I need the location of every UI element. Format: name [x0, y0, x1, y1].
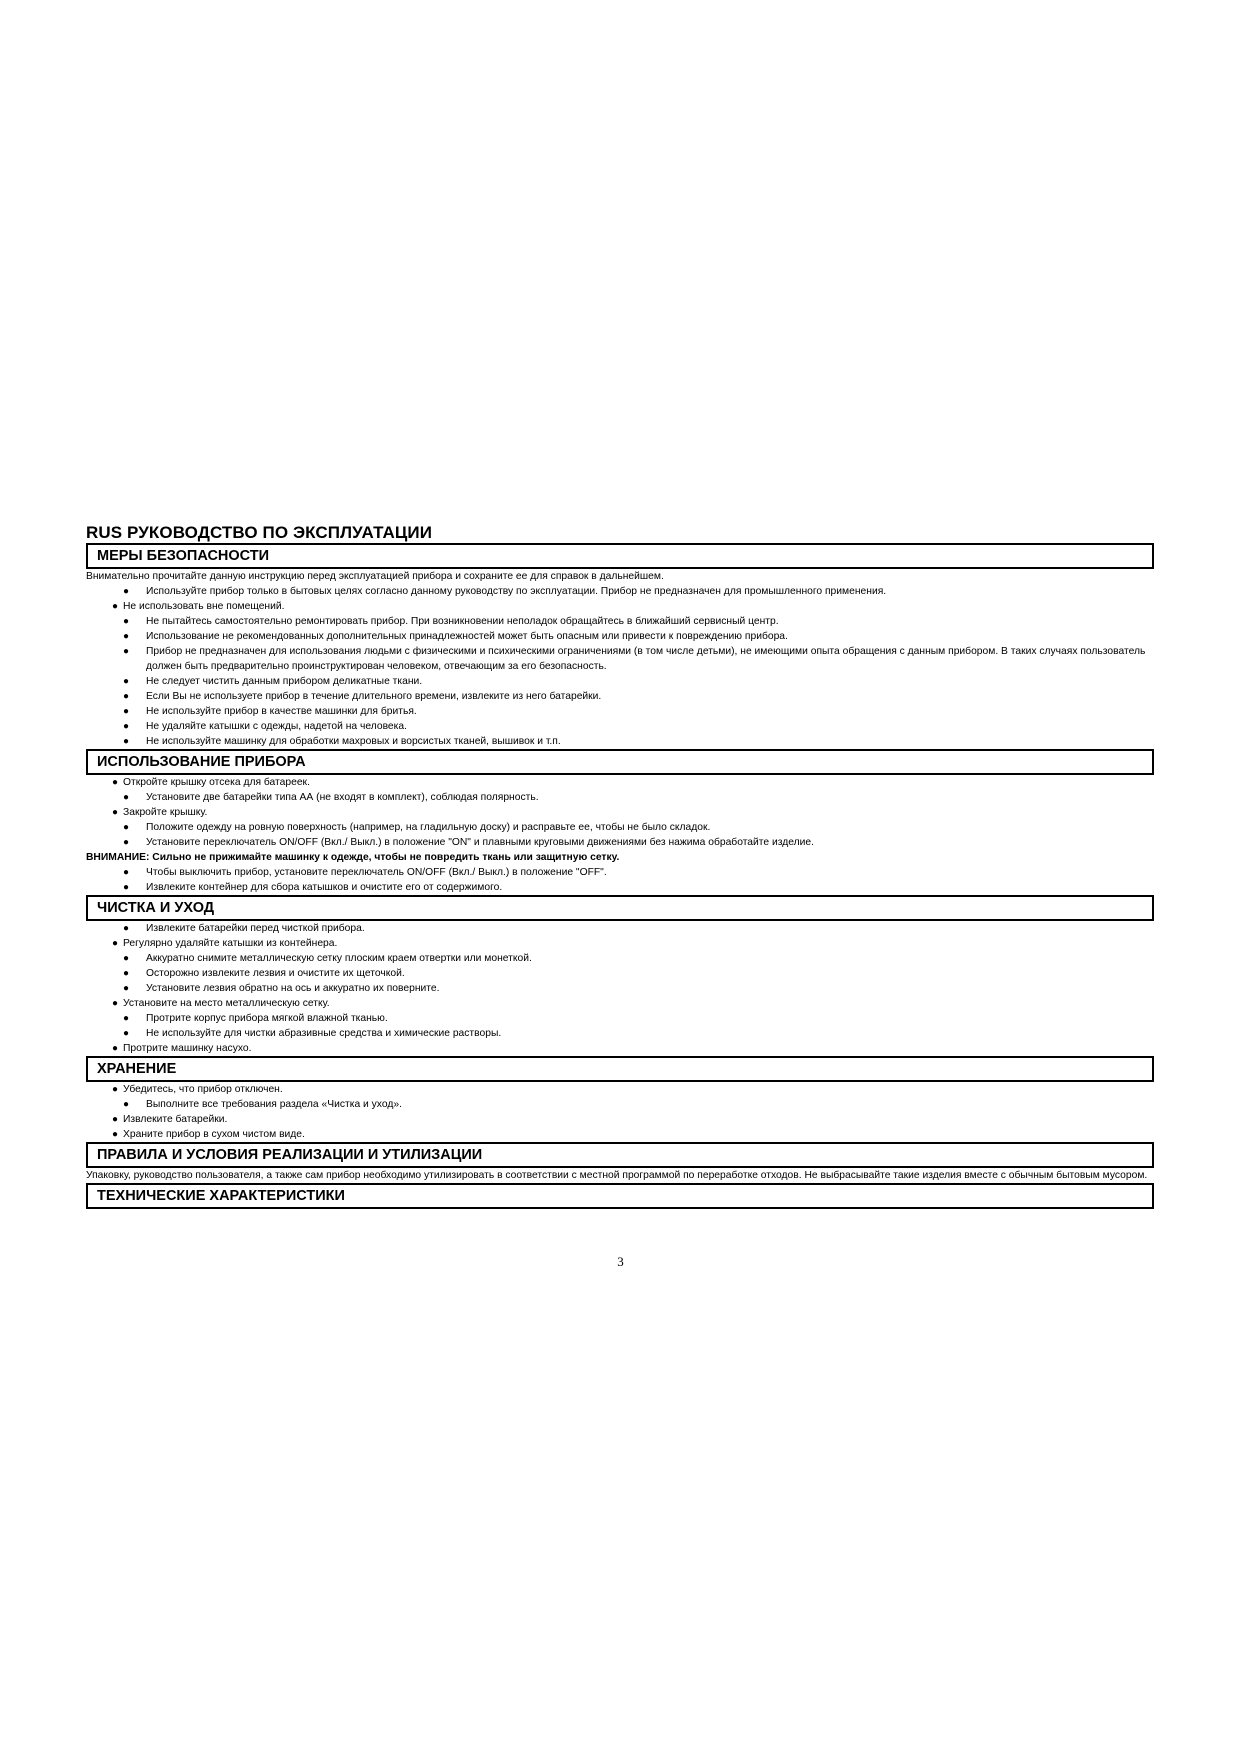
list-item: ● Установите две батарейки типа АА (не входят в комплект), соблюдая полярность. [123, 792, 539, 803]
list-item: ● Извлеките батарейки перед чисткой прибора. [123, 923, 365, 934]
section-header-safety: МЕРЫ БЕЗОПАСНОСТИ [86, 543, 1154, 569]
list-item: ● Прибор не предназначен для использования людьми с физическими и психическими ограничениями (в том числе детьми), не имеющими опыта обращения с данным прибором. В таких случаях пользователь должен быть предварительно проинструктирован человеком, отвечающим за его безопасность. [123, 646, 1146, 672]
list-item: ● Чтобы выключить прибор, установите переключатель ON/OFF (Вкл./ Выкл.) в положение "OFF". [123, 867, 607, 878]
list-item: ● Не удаляйте катышки с одежды, надетой на человека. [123, 721, 407, 732]
list-item: ● Откройте крышку отсека для батареек. [112, 777, 310, 788]
list-item: ● Убедитесь, что прибор отключен. [112, 1084, 283, 1095]
list-item: ● Использование не рекомендованных дополнительных принадлежностей может быть опасным или привести к повреждению прибора. [123, 631, 788, 642]
bullet-icon: ● [123, 1013, 130, 1024]
bullet-icon: ● [112, 601, 119, 612]
page-number: 3 [617, 1254, 624, 1269]
bullet-icon: ● [112, 1114, 119, 1125]
list-item: ● Установите лезвия обратно на ось и аккуратно их поверните. [123, 983, 440, 994]
list-item: ● Установите на место металлическую сетку. [112, 998, 330, 1009]
list-item: ● Аккуратно снимите металлическую сетку плоским краем отвертки или монеткой. [123, 953, 532, 964]
warning-note: ВНИМАНИЕ: Сильно не прижимайте машинку к одежде, чтобы не повредить ткань или защитную сетку. [86, 852, 620, 863]
section-header-cleaning: ЧИСТКА И УХОД [86, 895, 1154, 921]
list-item: ● Не следует чистить данным прибором деликатные ткани. [123, 676, 423, 687]
bullet-icon: ● [123, 616, 130, 627]
list-item: ● Положите одежду на ровную поверхность (например, на гладильную доску) и расправьте ее, чтобы не было складок. [123, 822, 711, 833]
list-item: ● Извлеките батарейки. [112, 1114, 228, 1125]
bullet-icon: ● [123, 867, 130, 878]
bullet-icon: ● [123, 676, 130, 687]
bullet-icon: ● [123, 822, 130, 833]
section-disposal [86, 1168, 1154, 1183]
section-cleaning [86, 921, 1154, 1056]
bullet-icon: ● [123, 706, 130, 717]
bullet-icon: ● [123, 837, 130, 848]
list-item: ● Храните прибор в сухом чистом виде. [112, 1129, 305, 1140]
list-item: ● Не используйте прибор в качестве машинки для бритья. [123, 706, 417, 717]
bullet-icon: ● [123, 646, 130, 657]
list-item: ● Закройте крышку. [112, 807, 208, 818]
list-item: ● Регулярно удаляйте катышки из контейнера. [112, 938, 338, 949]
bullet-icon: ● [123, 968, 130, 979]
list-item: ● Извлеките контейнер для сбора катышков и очистите его от содержимого. [123, 882, 503, 893]
list-item: ● Не использовать вне помещений. [112, 601, 285, 612]
section-storage [86, 1082, 1154, 1142]
bullet-icon: ● [112, 938, 119, 949]
bullet-icon: ● [123, 1099, 130, 1110]
bullet-icon: ● [112, 1084, 119, 1095]
section-header-storage: ХРАНЕНИЕ [86, 1056, 1154, 1082]
bullet-icon: ● [123, 736, 130, 747]
list-item: ● Используйте прибор только в бытовых целях согласно данному руководству по эксплуатации. Прибор не предназначен для промышленного применения. [123, 586, 887, 597]
section-header-disposal: ПРАВИЛА И УСЛОВИЯ РЕАЛИЗАЦИИ И УТИЛИЗАЦИИ [86, 1142, 1154, 1168]
safety-intro: Внимательно прочитайте данную инструкцию перед эксплуатацией прибора и сохраните ее для справок в дальнейшем. [86, 571, 664, 582]
bullet-icon: ● [123, 631, 130, 642]
bullet-icon: ● [123, 923, 130, 934]
list-item: ● Не используйте машинку для обработки махровых и ворсистых тканей, вышивок и т.п. [123, 736, 561, 747]
bullet-icon: ● [112, 1129, 119, 1140]
bullet-icon: ● [123, 953, 130, 964]
manual-page-content [86, 523, 1154, 1209]
bullet-icon: ● [112, 998, 119, 1009]
list-item: ● Протрите машинку насухо. [112, 1043, 252, 1054]
list-item: ● Не пытайтесь самостоятельно ремонтировать прибор. При возникновении неполадок обращайтесь в ближайший сервисный центр. [123, 616, 779, 627]
list-item: ● Осторожно извлеките лезвия и очистите их щеточкой. [123, 968, 405, 979]
section-header-usage: ИСПОЛЬЗОВАНИЕ ПРИБОРА [86, 749, 1154, 775]
section-safety [86, 569, 1154, 749]
list-item: ● Установите переключатель ON/OFF (Вкл./ Выкл.) в положение "ON" и плавными круговыми движениями без нажима обработайте изделие. [123, 837, 814, 848]
disposal-text: Упаковку, руководство пользователя, а также сам прибор необходимо утилизировать в соответствии с местной программой по переработке отходов. Не выбрасывайте такие изделия вместе с обычным бытовым мусором. [86, 1170, 1148, 1181]
section-header-specs: ТЕХНИЧЕСКИЕ ХАРАКТЕРИСТИКИ [86, 1183, 1154, 1209]
bullet-icon: ● [123, 586, 130, 597]
list-item: ● Выполните все требования раздела «Чистка и уход». [123, 1099, 402, 1110]
bullet-icon: ● [112, 777, 119, 788]
bullet-icon: ● [112, 807, 119, 818]
list-item: ● Протрите корпус прибора мягкой влажной тканью. [123, 1013, 388, 1024]
section-usage [86, 775, 1154, 895]
bullet-icon: ● [123, 983, 130, 994]
bullet-icon: ● [123, 1028, 130, 1039]
bullet-icon: ● [123, 792, 130, 803]
bullet-icon: ● [112, 1043, 119, 1054]
bullet-icon: ● [123, 691, 130, 702]
bullet-icon: ● [123, 721, 130, 732]
list-item: ● Если Вы не используете прибор в течение длительного времени, извлеките из него батарейки. [123, 691, 602, 702]
list-item: ● Не используйте для чистки абразивные средства и химические растворы. [123, 1028, 502, 1039]
bullet-icon: ● [123, 882, 130, 893]
document-title: RUS РУКОВОДСТВО ПО ЭКСПЛУАТАЦИИ [86, 523, 433, 542]
